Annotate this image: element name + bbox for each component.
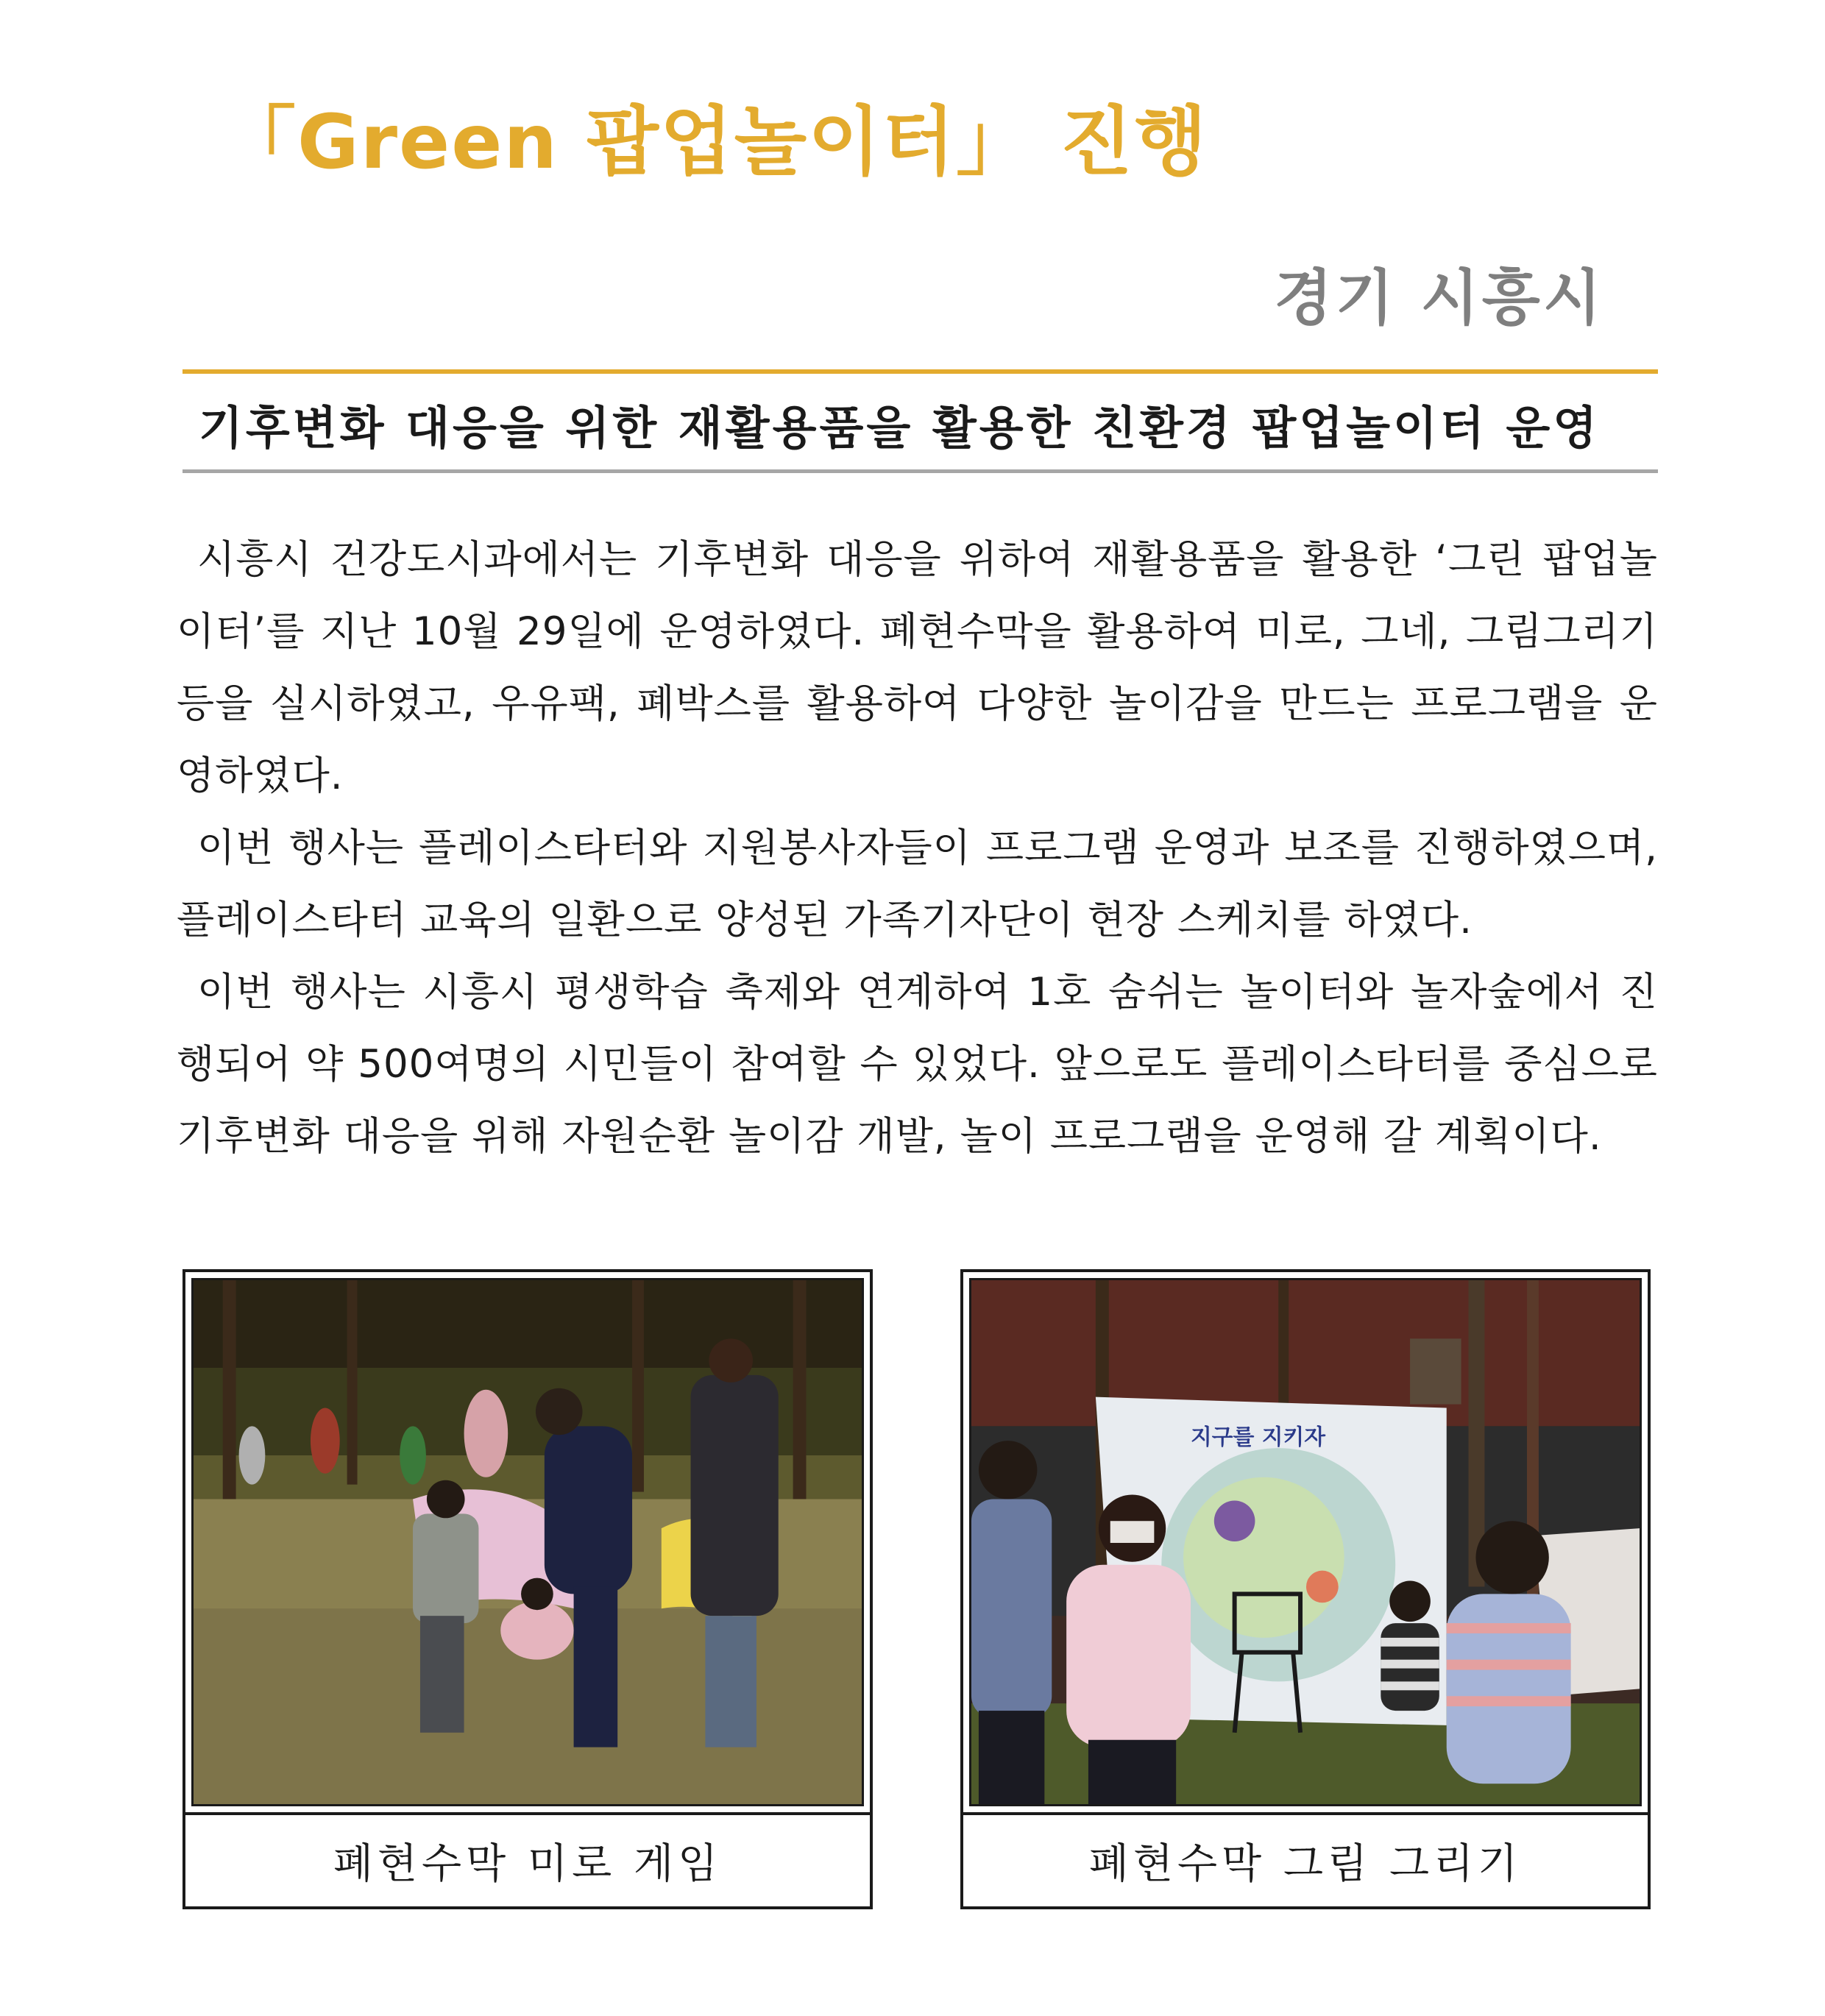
paragraph: 이번 행사는 시흥시 평생학습 축제와 연계하여 1호 숨쉬는 놀이터와 놀자숲에서 진행되어 약 500여명의 시민들이 참여할 수 있었다. 앞으로도 플레이스타터를 중심으로 기후변화 대응을 위해 자원순환 놀이감 개발, 놀이 프로그램을 운영해 갈 계획이다. bbox=[177, 970, 1658, 1159]
paragraph: 이번 행사는 플레이스타터와 지원봉사자들이 프로그램 운영과 보조를 진행하였으며, 플레이스타터 교육의 일환으로 양성된 가족기자단이 현장 스케치를 하였다. bbox=[177, 826, 1658, 943]
photo-card-drawing bbox=[960, 1269, 1651, 1909]
photo-caption: 폐현수막 미로 게임 bbox=[333, 1840, 723, 1888]
photo-card-maze bbox=[182, 1269, 873, 1909]
page-title: 「Green 팝업놀이터」 진행 bbox=[221, 99, 1208, 186]
region-label: 경기 시흥시 bbox=[1274, 263, 1604, 333]
gray-divider bbox=[182, 469, 1658, 473]
maze-photo-illustration bbox=[194, 1280, 862, 1804]
gold-divider bbox=[182, 369, 1658, 374]
article-body bbox=[177, 524, 1658, 1173]
photo-maze-game bbox=[191, 1278, 864, 1806]
drawing-photo-illustration bbox=[971, 1280, 1640, 1804]
banner-text: 지구를 지키자 bbox=[1191, 1424, 1326, 1451]
photo-caption: 폐현수막 그림 그리기 bbox=[1088, 1840, 1523, 1888]
paragraph: 시흥시 건강도시과에서는 기후변화 대응을 위하여 재활용품을 활용한 ‘그린 팝업놀이터’를 지난 10월 29일에 운영하였다. 폐현수막을 활용하여 미로, 그네, 그림그리기 등을 실시하였고, 우유팩, 폐박스를 활용하여 다양한 놀이감을 만드는 프로그램을 운영하였다. bbox=[177, 537, 1658, 798]
article-subtitle: 기후변화 대응을 위한 재활용품을 활용한 친환경 팝업놀이터 운영 bbox=[199, 401, 1601, 455]
photo-banner-drawing bbox=[969, 1278, 1642, 1806]
